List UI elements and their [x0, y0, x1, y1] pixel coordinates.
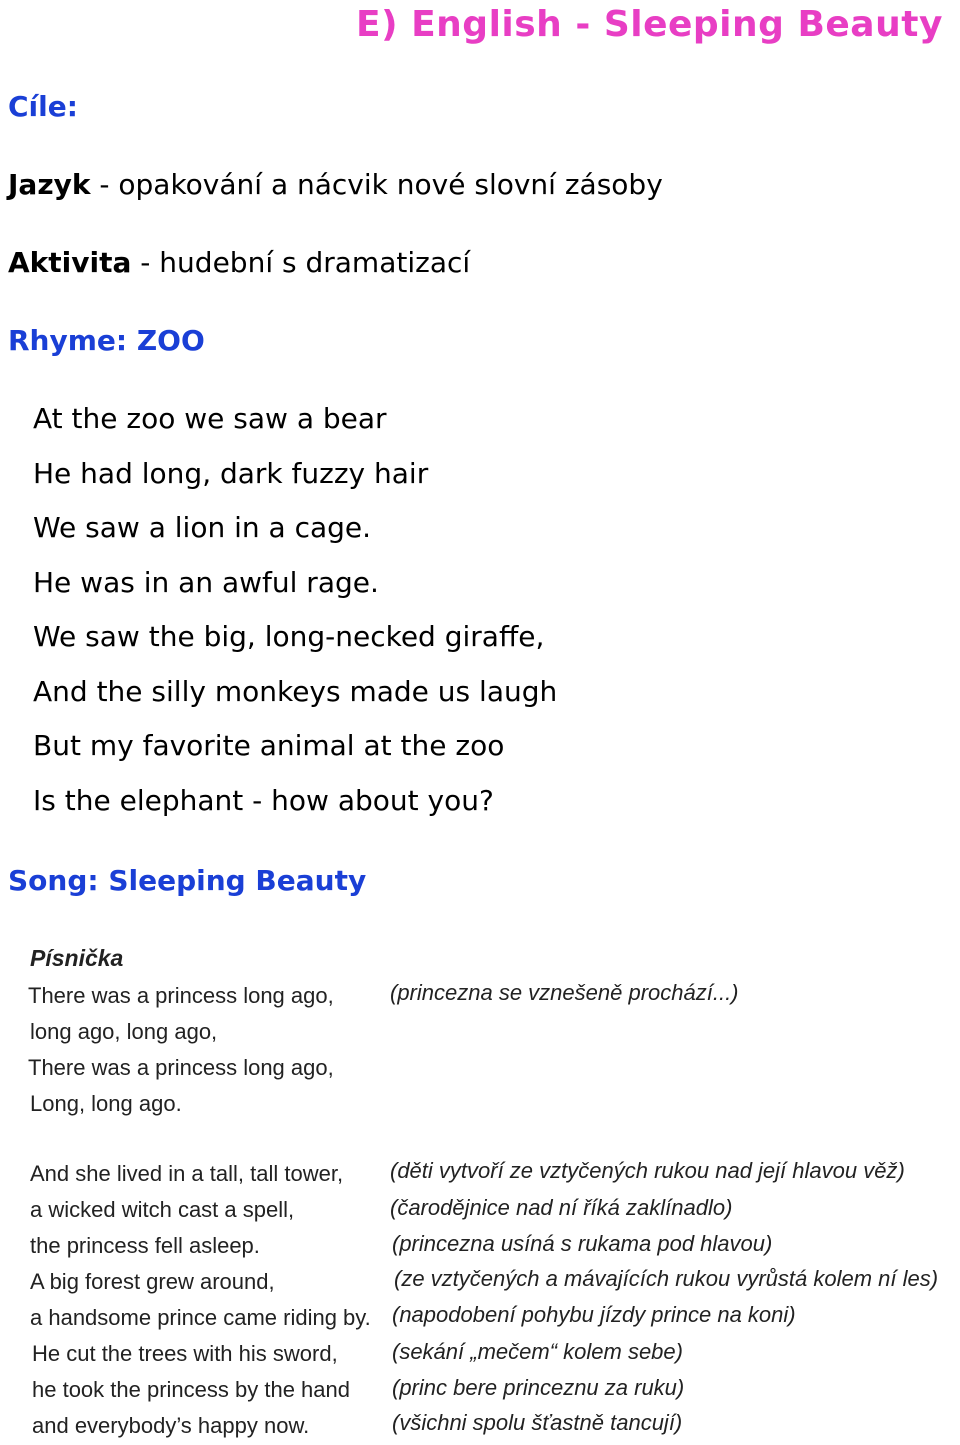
goal-line-activity: [8, 246, 470, 279]
song-label: Písnička: [30, 945, 124, 971]
song-line: Long, long ago.: [30, 1091, 182, 1116]
rhyme-line: At the zoo we saw a bear: [33, 402, 387, 435]
song-note: (ze vztyčených a mávajících rukou vyrůstá kolem ní les): [394, 1266, 939, 1291]
song-line: And she lived in a tall, tall tower,: [30, 1161, 344, 1186]
song-line: and everybody’s happy now.: [32, 1413, 310, 1438]
song-note: (sekání „mečem“ kolem sebe): [392, 1339, 683, 1364]
song-note: (princezna usíná s rukama pod hlavou): [392, 1231, 773, 1256]
song-line: A big forest grew around,: [30, 1269, 275, 1294]
rhyme-line: He had long, dark fuzzy hair: [33, 457, 429, 490]
song-note: (napodobení pohybu jízdy prince na koni): [392, 1302, 796, 1327]
song-line: There was a princess long ago,: [28, 1055, 334, 1080]
song-note: (princezna se vznešeně prochází...): [390, 980, 739, 1005]
song-line: a handsome prince came riding by.: [30, 1305, 371, 1330]
song-note: (všichni spolu šťastně tancují): [392, 1410, 683, 1435]
goal-label: Jazyk: [8, 168, 91, 201]
song-line: long ago, long ago,: [30, 1019, 218, 1044]
goal-text: - hudební s dramatizací: [131, 246, 471, 279]
song-heading: Song: Sleeping Beauty: [8, 864, 367, 897]
song-line: the princess fell asleep.: [30, 1233, 260, 1258]
song-line: There was a princess long ago,: [28, 983, 334, 1008]
rhyme-line: And the silly monkeys made us laugh: [33, 675, 558, 708]
song-line: He cut the trees with his sword,: [32, 1341, 338, 1366]
song-note: (děti vytvoří ze vztyčených rukou nad její hlavou věž): [390, 1158, 905, 1183]
goal-line-language: [8, 168, 663, 201]
rhyme-line: We saw the big, long-necked giraffe,: [33, 620, 545, 653]
page-title: E) English - Sleeping Beauty: [356, 4, 943, 45]
song-note: (čarodějnice nad ní říká zaklínadlo): [390, 1195, 733, 1220]
rhyme-heading: Rhyme: ZOO: [8, 324, 205, 357]
song-note: (princ bere princeznu za ruku): [392, 1375, 685, 1400]
song-line: a wicked witch cast a spell,: [30, 1197, 295, 1222]
rhyme-line: He was in an awful rage.: [33, 566, 379, 599]
goal-label: Aktivita: [8, 246, 132, 279]
goal-text: - opakování a nácvik nové slovní zásoby: [90, 168, 663, 201]
rhyme-line: Is the elephant - how about you?: [33, 784, 494, 817]
rhyme-line: But my favorite animal at the zoo: [33, 729, 505, 762]
goals-heading: Cíle:: [8, 90, 78, 123]
song-line: he took the princess by the hand: [32, 1377, 350, 1402]
rhyme-line: We saw a lion in a cage.: [33, 511, 372, 544]
